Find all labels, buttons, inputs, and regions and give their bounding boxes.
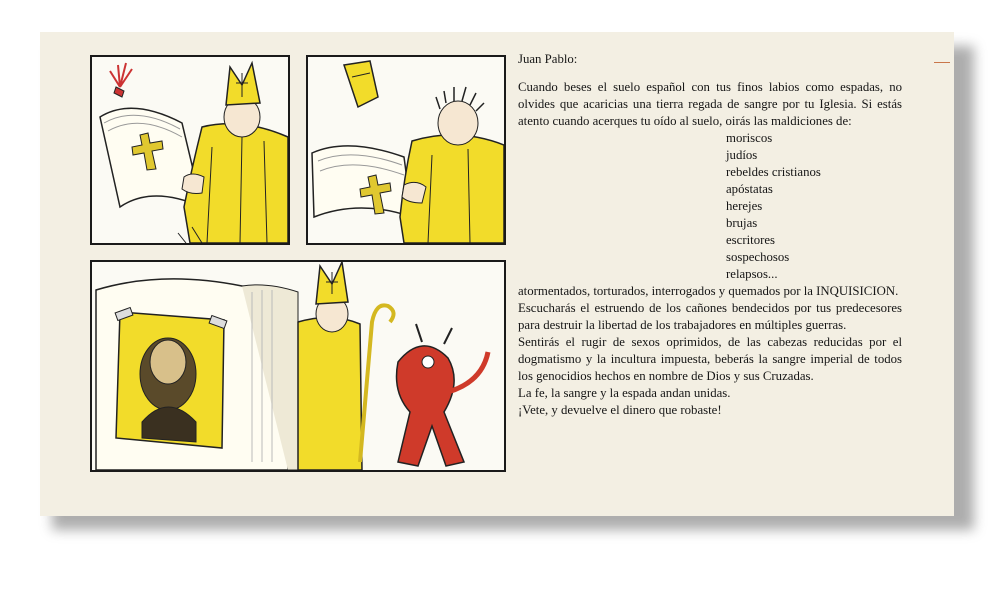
list-item: apóstatas <box>726 182 773 196</box>
list-item: relapsos... <box>726 267 778 281</box>
list-item: rebeldes cristianos <box>726 165 821 179</box>
list-item: brujas <box>726 216 758 230</box>
comic-panel-3 <box>90 260 506 472</box>
pope-shocked-illustration <box>308 57 504 243</box>
letter-paragraph-2: atormentados, torturados, interrogados y quemados por la INQUISICION. <box>518 284 899 298</box>
edge-mark <box>934 62 950 63</box>
postcard <box>40 32 954 516</box>
letter-greeting: Juan Pablo: <box>518 52 578 66</box>
list-item: escritores <box>726 233 776 247</box>
pope-reading-bible-illustration <box>92 57 288 243</box>
letter-paragraph-1: Cuando beses el suelo español con tus finos labios como espadas, no olvides que acaricias una tierra regada de sangre por tu Iglesia. Si estás atento cuando acerques tu oído al suelo, oirás las maldiciones de: <box>518 80 902 128</box>
letter-text <box>518 51 902 419</box>
list-item: herejes <box>726 199 763 213</box>
victims-list <box>518 130 902 283</box>
letter-paragraph-5: La fe, la sangre y la espada andan unidas. <box>518 386 731 400</box>
comic-panel-1 <box>90 55 290 245</box>
letter-paragraph-3: Escucharás el estruendo de los cañones bendecidos por tus predecesores para destruir la libertad de los trabajadores en múltiples guerras. <box>518 301 902 332</box>
letter-paragraph-4: Sentirás el rugir de sexos oprimidos, de las cabezas reducidas por el dogmatismo y la incultura impuesta, beberás la sangre imperial de todos los genocidios hechos en nombre de Dios y sus Cruzadas. <box>518 335 902 383</box>
letter-closing: ¡Vete, y devuelve el dinero que robaste! <box>518 403 722 417</box>
list-item: judíos <box>726 148 758 162</box>
comic-panel-2 <box>306 55 506 245</box>
list-item: sospechosos <box>726 250 790 264</box>
pope-devil-illustration <box>92 262 504 470</box>
list-item: moriscos <box>726 131 773 145</box>
